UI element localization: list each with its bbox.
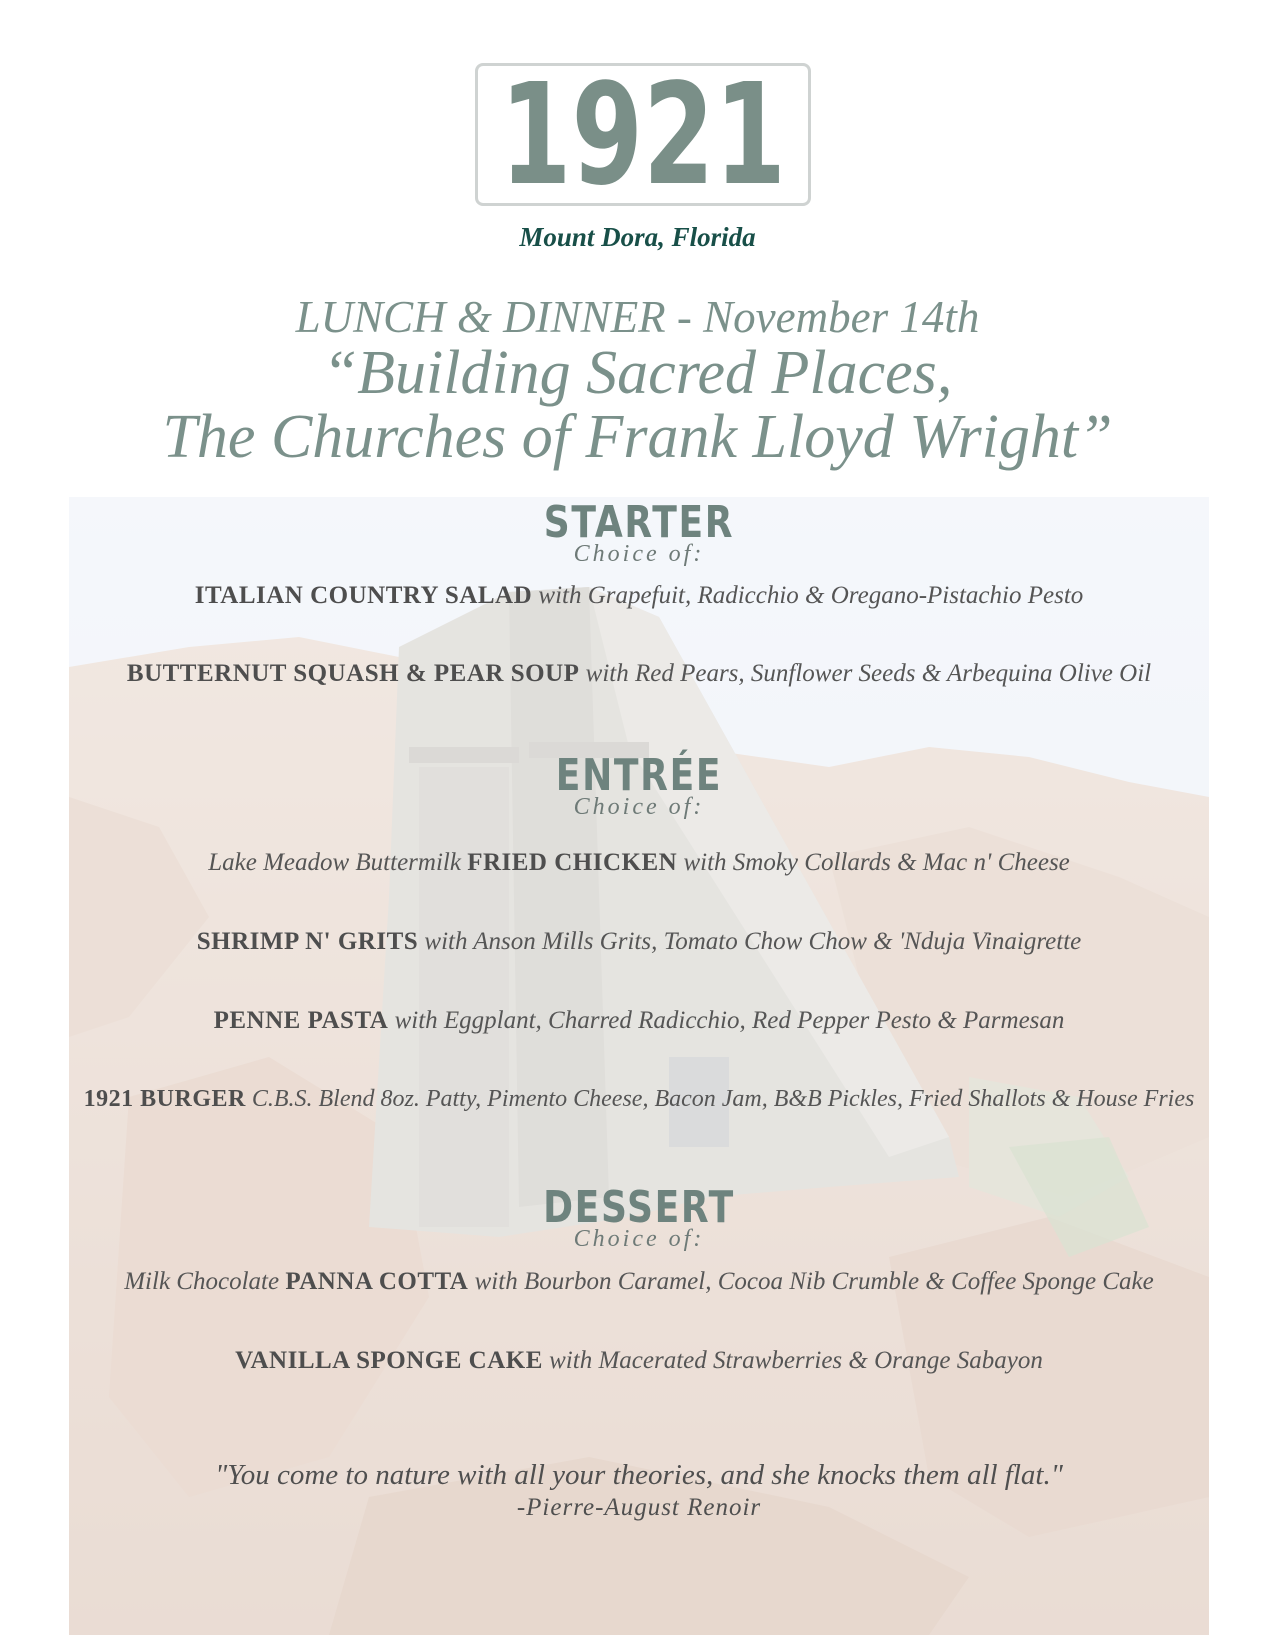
item-name: PANNA COTTA xyxy=(285,1268,469,1295)
service-line: LUNCH & DINNER - November 14th xyxy=(295,292,980,342)
menu-item xyxy=(69,1347,1209,1375)
item-name: PENNE PASTA xyxy=(213,1007,389,1034)
item-prefix: Milk Chocolate xyxy=(124,1268,286,1295)
menu-item xyxy=(69,1086,1209,1113)
entree-choice-label: Choice of: xyxy=(573,794,705,820)
item-name: BUTTERNUT SQUASH & PEAR SOUP xyxy=(126,660,580,687)
quote-text: "You come to nature with all your theories, and she knocks them all flat." xyxy=(215,1459,1063,1491)
dessert-heading: DESSERT xyxy=(543,1182,735,1233)
item-description: with Red Pears, Sunflower Seeds & Arbequina Olive Oil xyxy=(579,660,1152,687)
menu-item xyxy=(69,928,1209,956)
quote-attribution: -Pierre-August Renoir xyxy=(516,1494,762,1521)
item-name: SHRIMP N' GRITS xyxy=(196,928,419,955)
item-description: with Eggplant, Charred Radicchio, Red Pepper Pesto & Parmesan xyxy=(388,1007,1065,1034)
item-description: C.B.S. Blend 8oz. Patty, Pimento Cheese, Bacon Jam, B&B Pickles, Fried Shallots & House Fries xyxy=(245,1086,1195,1112)
item-name: ITALIAN COUNTRY SALAD xyxy=(194,582,533,609)
event-title-line-1: “Building Sacred Places, xyxy=(322,339,953,407)
menu-item xyxy=(69,582,1209,610)
item-name: VANILLA SPONGE CAKE xyxy=(235,1347,543,1374)
item-description: with Anson Mills Grits, Tomato Chow Chow & 'Nduja Vinaigrette xyxy=(418,928,1082,955)
item-description: with Grapefuit, Radicchio & Oregano-Pistachio Pesto xyxy=(532,582,1084,609)
menu-item xyxy=(69,1268,1209,1296)
logo-text: 1921 xyxy=(500,53,786,217)
logo-mark xyxy=(493,53,793,217)
menu-item xyxy=(69,849,1209,877)
menu-item xyxy=(69,660,1209,688)
item-name: 1921 BURGER xyxy=(83,1086,246,1112)
menu-panel xyxy=(69,497,1209,1635)
location-text: Mount Dora, Florida xyxy=(519,222,756,252)
starter-heading: STARTER xyxy=(543,497,735,548)
menu-item xyxy=(69,1007,1209,1035)
item-name: FRIED CHICKEN xyxy=(467,849,678,876)
entree-heading: ENTRÉE xyxy=(555,750,723,801)
item-description: with Smoky Collards & Mac n' Cheese xyxy=(677,849,1070,876)
item-description: with Macerated Strawberries & Orange Sabayon xyxy=(542,1347,1043,1374)
event-title-line-2: The Churches of Frank Lloyd Wright” xyxy=(162,403,1113,471)
starter-choice-label: Choice of: xyxy=(573,541,705,567)
dessert-choice-label: Choice of: xyxy=(573,1226,705,1252)
logo xyxy=(475,53,811,217)
item-description: with Bourbon Caramel, Cocoa Nib Crumble & Coffee Sponge Cake xyxy=(468,1268,1154,1295)
item-prefix: Lake Meadow Buttermilk xyxy=(208,849,468,876)
